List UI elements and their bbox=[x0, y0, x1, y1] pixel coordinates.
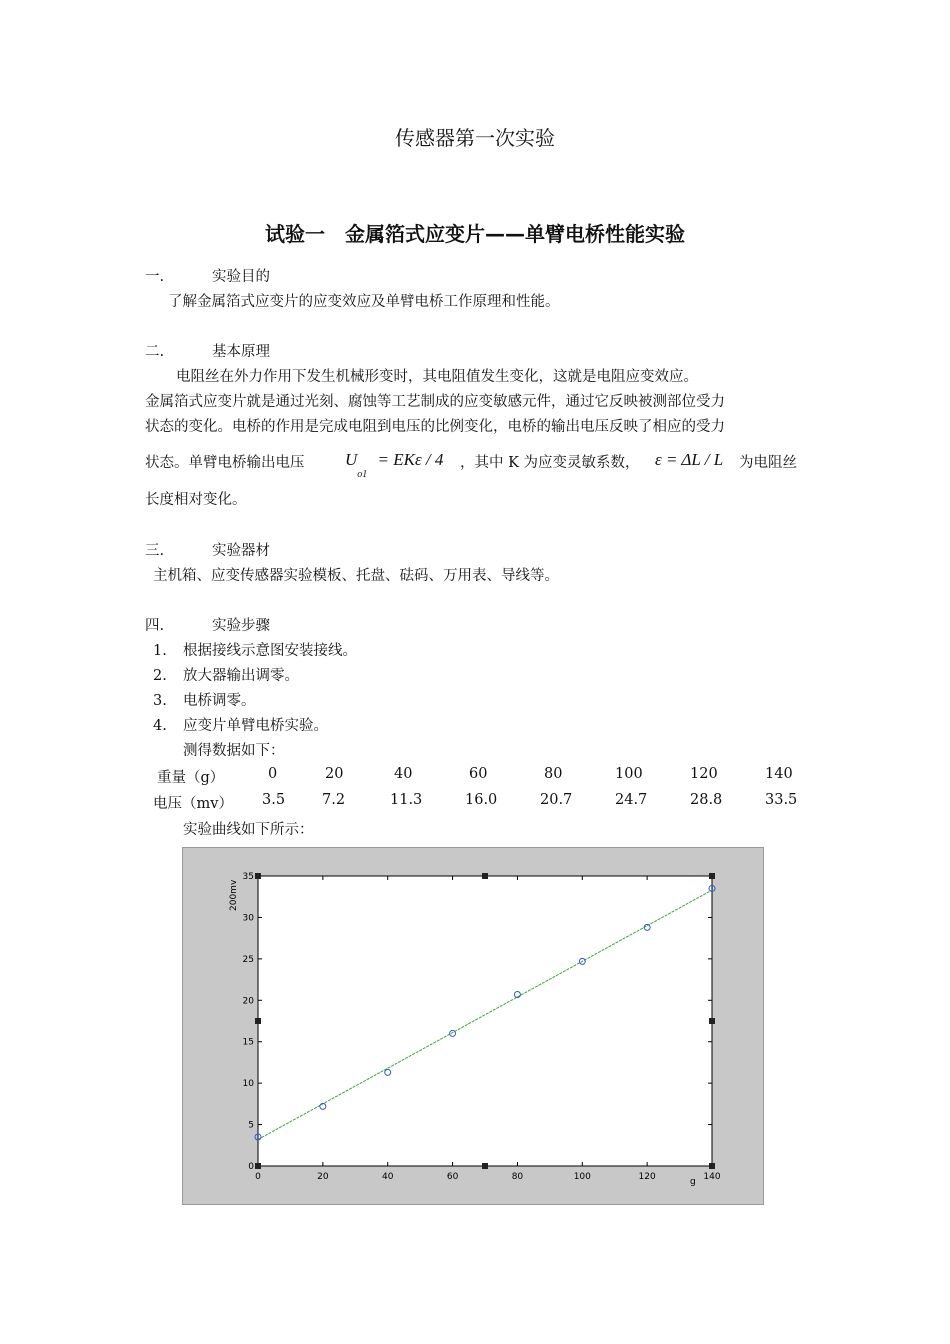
section-1-number: 一. bbox=[145, 269, 165, 285]
experiment-chart bbox=[183, 848, 763, 1204]
section-2-line-4c: 为电阻丝 bbox=[739, 455, 797, 471]
section-2-line-5: 长度相对变化。 bbox=[145, 492, 247, 508]
section-2-line-4a: 状态。单臂电桥输出电压 bbox=[145, 455, 305, 471]
y-tick-label: 0 bbox=[248, 1162, 254, 1172]
step-text: 放大器输出调零。 bbox=[183, 668, 299, 684]
selection-handle bbox=[255, 1163, 261, 1169]
section-2-number: 二. bbox=[145, 344, 165, 360]
step-text: 应变片单臂电桥实验。 bbox=[183, 718, 328, 734]
table-cell: 40 bbox=[394, 766, 413, 782]
selection-handle bbox=[709, 1018, 715, 1024]
table-cell: 140 bbox=[765, 766, 793, 782]
table-cell: 120 bbox=[690, 766, 718, 782]
step-number: 2. bbox=[153, 668, 167, 684]
selection-handle bbox=[482, 1163, 488, 1169]
formula-strain: ε = ΔL / L bbox=[655, 450, 724, 469]
table-cell: 24.7 bbox=[615, 792, 648, 808]
table-cell: 3.5 bbox=[262, 792, 286, 808]
selection-handle bbox=[255, 873, 261, 879]
step-text: 根据接线示意图安装接线。 bbox=[183, 643, 357, 659]
section-4-number: 四. bbox=[145, 618, 165, 634]
section-3-body: 主机箱、应变传感器实验模板、托盘、砝码、万用表、导线等。 bbox=[153, 568, 559, 584]
section-3-title: 实验器材 bbox=[212, 543, 270, 559]
table-cell: 60 bbox=[469, 766, 488, 782]
y-tick-label: 5 bbox=[248, 1120, 254, 1131]
y-tick-label: 15 bbox=[242, 1037, 254, 1048]
row-label-voltage: 电压（mv） bbox=[153, 796, 233, 812]
x-tick-label: 60 bbox=[446, 1172, 459, 1182]
row-label-weight: 重量（g） bbox=[157, 770, 225, 786]
formula-output-voltage: $U_{o1} = EK\varepsilon / 4$ bbox=[345, 450, 444, 481]
section-2-line-2: 金属箔式应变片就是通过光刻、腐蚀等工艺制成的应变敏感元件，通过它反映被测部位受力 bbox=[145, 394, 725, 410]
y-tick-label: 10 bbox=[242, 1079, 254, 1090]
y-tick-label: 35 bbox=[242, 872, 254, 882]
data-row-weight bbox=[0, 766, 950, 790]
x-tick-label: 140 bbox=[703, 1172, 721, 1182]
section-1-title: 实验目的 bbox=[212, 269, 270, 285]
section-2-title: 基本原理 bbox=[212, 344, 270, 360]
y-tick-label: 30 bbox=[242, 913, 254, 924]
section-3-number: 三. bbox=[145, 543, 165, 559]
table-cell: 20 bbox=[325, 766, 344, 782]
selection-handle bbox=[709, 873, 715, 879]
step-text: 电桥调零。 bbox=[183, 693, 256, 709]
table-cell: 11.3 bbox=[390, 792, 423, 808]
curve-label: 实验曲线如下所示： bbox=[183, 822, 314, 838]
table-cell: 0 bbox=[268, 766, 278, 782]
table-cell: 16.0 bbox=[465, 792, 498, 808]
y-tick-label: 25 bbox=[242, 954, 254, 965]
measured-data-label: 测得数据如下： bbox=[183, 743, 285, 759]
x-tick-label: 120 bbox=[638, 1172, 656, 1182]
y-axis-label: 200mv bbox=[229, 879, 239, 911]
step-number: 3. bbox=[153, 693, 167, 709]
section-4-title: 实验步骤 bbox=[212, 618, 270, 634]
x-tick-label: 40 bbox=[381, 1172, 394, 1182]
table-cell: 33.5 bbox=[765, 792, 798, 808]
chart-frame bbox=[182, 847, 764, 1205]
data-row-voltage bbox=[0, 792, 950, 816]
table-cell: 20.7 bbox=[540, 792, 573, 808]
y-tick-label: 20 bbox=[242, 996, 254, 1007]
step-number: 4. bbox=[153, 718, 167, 734]
x-axis-label: g bbox=[690, 1177, 696, 1187]
table-cell: 100 bbox=[615, 766, 643, 782]
table-cell: 28.8 bbox=[690, 792, 723, 808]
plot-area bbox=[258, 876, 712, 1166]
section-2-line-4b: ，其中 K 为应变灵敏系数， bbox=[460, 455, 640, 471]
x-tick-label: 100 bbox=[573, 1172, 591, 1182]
x-tick-label: 20 bbox=[317, 1172, 329, 1182]
section-2-line-1: 电阻丝在外力作用下发生机械形变时，其电阻值发生变化，这就是电阻应变效应。 bbox=[176, 369, 698, 385]
experiment-title: 试验一 金属箔式应变片——单臂电桥性能实验 bbox=[265, 222, 685, 246]
selection-handle bbox=[709, 1163, 715, 1169]
section-2-line-3: 状态的变化。电桥的作用是完成电阻到电压的比例变化，电桥的输出电压反映了相应的受力 bbox=[145, 419, 725, 435]
x-tick-label: 80 bbox=[511, 1172, 524, 1182]
table-cell: 80 bbox=[544, 766, 563, 782]
table-cell: 7.2 bbox=[322, 792, 346, 808]
x-tick-label: 0 bbox=[255, 1172, 261, 1182]
section-1-body: 了解金属箔式应变片的应变效应及单臂电桥工作原理和性能。 bbox=[168, 294, 560, 310]
selection-handle bbox=[255, 1018, 261, 1024]
step-number: 1. bbox=[153, 643, 167, 659]
document-title: 传感器第一次实验 bbox=[395, 126, 555, 150]
selection-handle bbox=[482, 873, 488, 879]
